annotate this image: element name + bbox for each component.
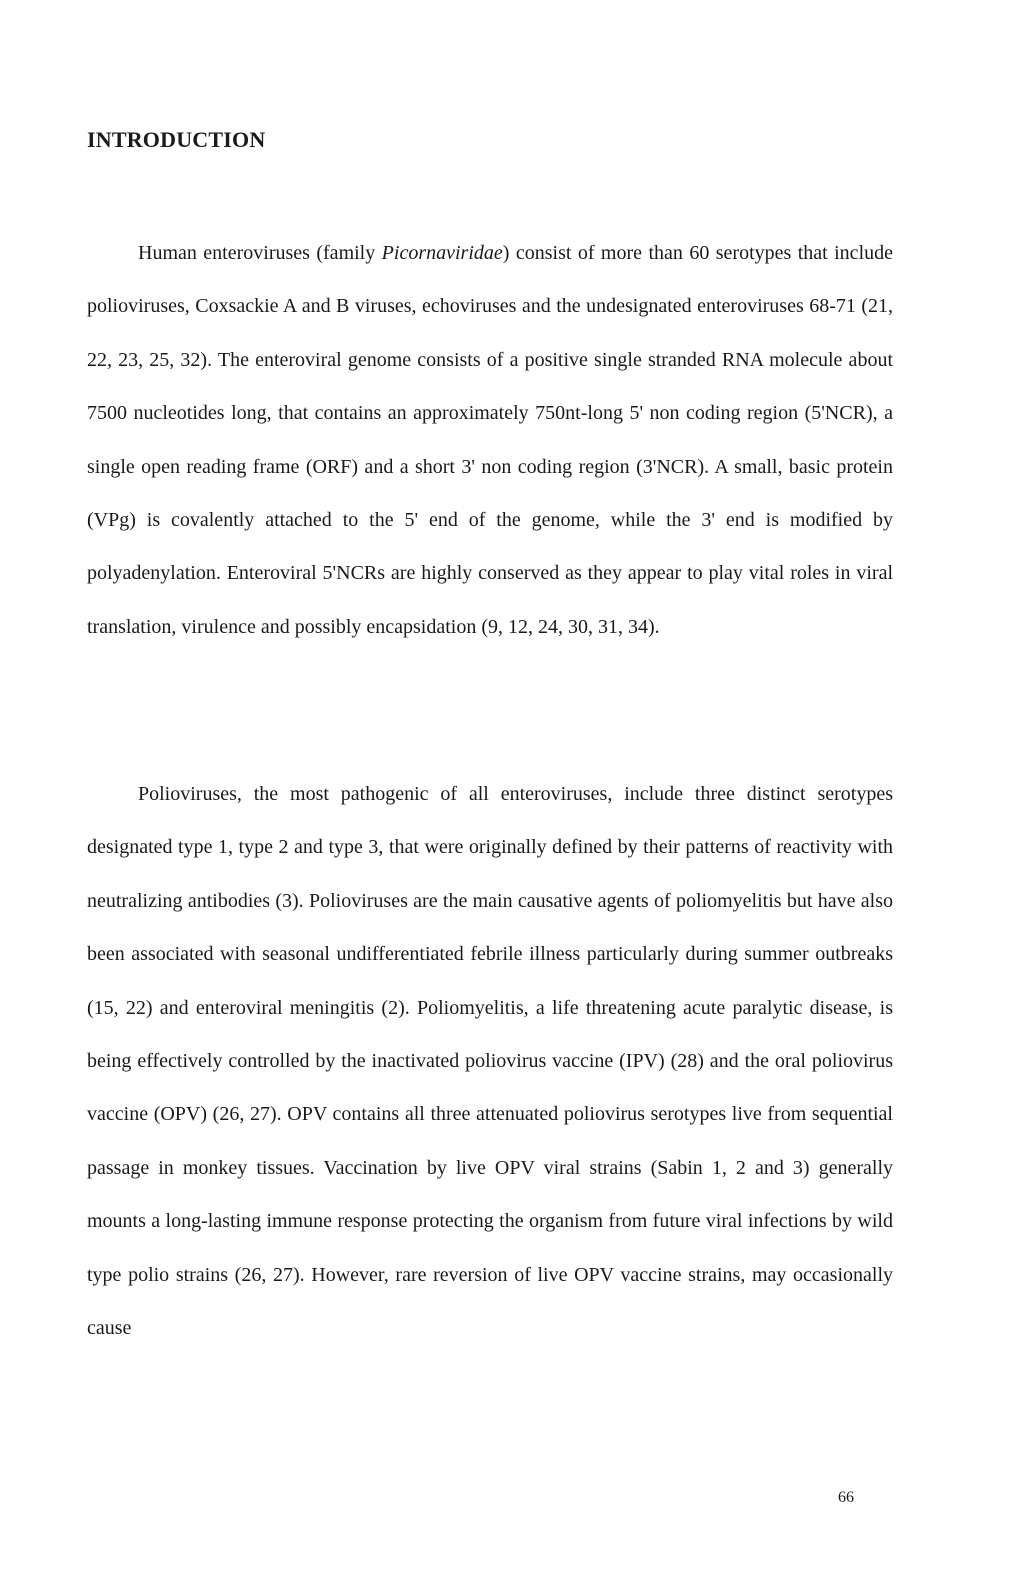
italic-family-name: Picornaviridae	[381, 242, 503, 264]
paragraph-1-text-rest: ) consist of more than 60 serotypes that include polioviruses, Coxsackie A and B viruses, echoviruses and the undesignated enteroviruses 68-71 (21, 22, 23, 25, 32). The enteroviral genome consists of a positive single stranded RNA molecule about 7500 nucleotides long, that contains an approximately 750nt-long 5' non coding region (5'NCR), a single open reading frame (ORF) and a short 3' non coding region (3'NCR). A small, basic protein (VPg) is covalently attached to the 5' end of the genome, while the 3' end is modified by polyadenylation. Enteroviral 5'NCRs are highly conserved as they appear to play vital roles in viral translation, virulence and possibly encapsidation (9, 12, 24, 30, 31, 34).	[87, 242, 893, 638]
body-paragraph-2: Polioviruses, the most pathogenic of all enteroviruses, include three distinct serotypes designated type 1, type 2 and type 3, that were originally defined by their patterns of reactivity with neutralizing antibodies (3). Polioviruses are the main causative agents of poliomyelitis but have also been associated with seasonal undifferentiated febrile illness particularly during summer outbreaks (15, 22) and enteroviral meningitis (2). Poliomyelitis, a life threatening acute paralytic disease, is being effectively controlled by the inactivated poliovirus vaccine (IPV) (28) and the oral poliovirus vaccine (OPV) (26, 27). OPV contains all three attenuated poliovirus serotypes live from sequential passage in monkey tissues. Vaccination by live OPV viral strains (Sabin 1, 2 and 3) generally mounts a long-lasting immune response protecting the organism from future viral infections by wild type polio strains (26, 27). However, rare reversion of live OPV vaccine strains, may occasionally cause	[87, 783, 893, 1340]
paragraph-1-text-start: Human enteroviruses (family	[138, 242, 382, 264]
section-heading: INTRODUCTION	[87, 127, 266, 152]
page-number: 66	[838, 1489, 854, 1506]
body-paragraph-1	[87, 227, 893, 654]
